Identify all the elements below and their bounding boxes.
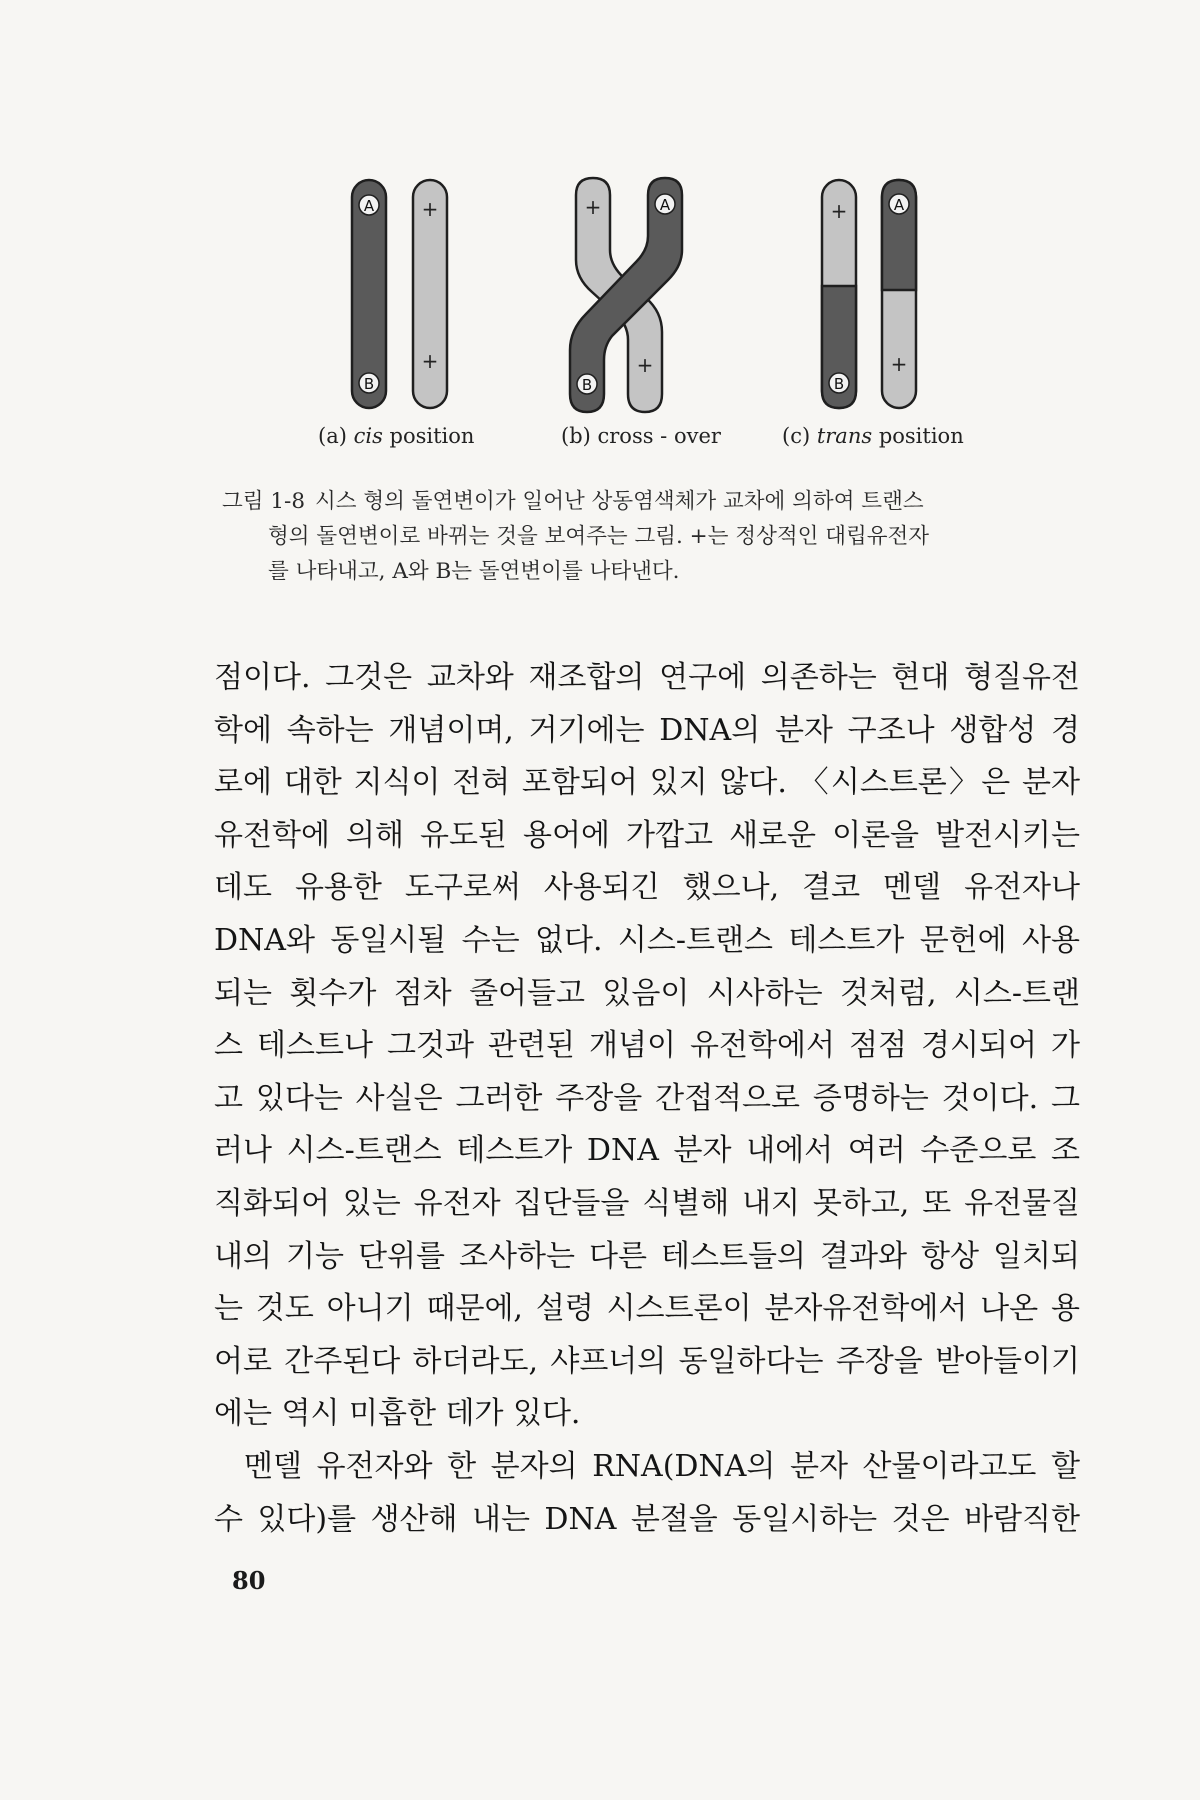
trans-a-label: A [893,196,905,214]
trans-b-label: B [833,375,845,393]
panel-caption-a: (a) cis position [318,424,475,448]
body-line: 수 있다)를 생산해 내는 DNA 분절을 동일시하는 것은 바람직한 [214,1501,1080,1537]
trans-plus-top: + [830,199,848,223]
body-line: DNA와 동일시될 수는 없다. 시스-트랜스 테스트가 문헌에 사용 [214,922,1080,958]
body-line: 되는 횟수가 점차 줄어들고 있음이 시사하는 것처럼, 시스-트랜 [214,975,1080,1011]
cis-plus-bottom: + [421,349,439,373]
body-line: 어로 간주된다 하더라도, 샤프너의 동일하다는 주장을 받아들이기 [214,1343,1080,1379]
body-line: 고 있다는 사실은 그러한 주장을 간접적으로 증명하는 것이다. 그 [214,1080,1080,1116]
body-line: 에는 역시 미흡한 데가 있다. [214,1396,581,1432]
chromosome-figure [0,150,1200,450]
body-line: 점이다. 그것은 교차와 재조합의 연구에 의존하는 현대 형질유전 [214,660,1080,695]
panel-caption-c: (c) trans position [782,424,964,448]
cis-chromosome-pair [352,180,447,408]
page-number: 80 [232,1566,266,1595]
body-line: 유전학에 의해 유도된 용어에 가깝고 새로운 이론을 발전시키는 [214,817,1080,853]
figure-caption [222,484,1082,589]
body-line: 학에 속하는 개념이며, 거기에는 DNA의 분자 구조나 생합성 경 [214,712,1080,748]
body-text [214,652,1080,1546]
caption-line: 그림 1-8 시스 형의 돌연변이가 일어난 상동염색체가 교차에 의하여 트랜스 [222,489,924,514]
figure-label: 그림 1-8 [222,489,305,514]
cis-b-label: B [363,375,375,393]
crossover-chromosome-pair [570,178,682,412]
body-line: 는 것도 아니기 때문에, 설령 시스트론이 분자유전학에서 나온 용 [214,1291,1080,1327]
crossover-plus-top: + [584,195,602,219]
cis-a-label: A [363,197,375,215]
body-line: 멘델 유전자와 한 분자의 RNA(DNA의 분자 산물이라고도 할 [244,1448,1080,1484]
crossover-plus-bottom: + [636,353,654,377]
cis-plus-top: + [421,197,439,221]
panel-caption-b: (b) cross - over [561,424,721,448]
body-line: 로에 대한 지식이 전혀 포함되어 있지 않다. 〈시스트론〉은 분자 [214,765,1080,801]
caption-line: 형의 돌연변이로 바뀌는 것을 보여주는 그림. +는 정상적인 대립유전자 [268,524,930,549]
caption-line: 를 나타내고, A와 B는 돌연변이를 나타낸다. [268,559,680,584]
body-line: 내의 기능 단위를 조사하는 다른 테스트들의 결과와 항상 일치되 [214,1238,1080,1274]
body-line: 직화되어 있는 유전자 집단들을 식별해 내지 못하고, 또 유전물질 [214,1185,1080,1221]
chromosome-diagram [0,150,1200,450]
body-line: 러나 시스-트랜스 테스트가 DNA 분자 내에서 여러 수준으로 조 [214,1133,1080,1169]
crossover-b-label: B [581,376,593,394]
trans-plus-bottom: + [890,352,908,376]
crossover-a-label: A [659,196,671,214]
trans-chromosome-pair [822,180,916,408]
body-line: 데도 유용한 도구로써 사용되긴 했으나, 결코 멘델 유전자나 [214,870,1080,906]
body-line: 스 테스트나 그것과 관련된 개념이 유전학에서 점점 경시되어 가 [214,1028,1080,1064]
